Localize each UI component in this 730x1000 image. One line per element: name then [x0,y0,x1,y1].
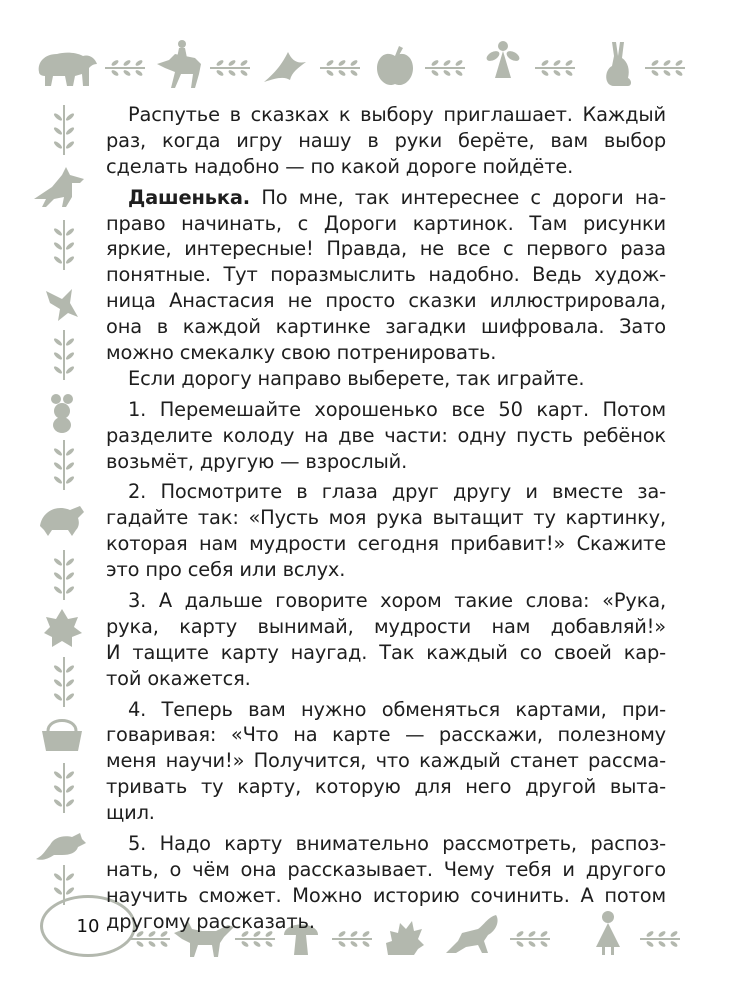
sprig-icon [53,763,75,813]
fairy-icon [485,41,521,78]
text-line-content: Распутье в сказках к выбору приглашает. Каждый [128,103,666,126]
left-ornament-border [28,95,98,910]
text-line [106,666,666,692]
basket-icon [42,721,82,752]
horse-rider-icon [157,40,201,88]
sprig-icon [320,59,360,77]
text-line [106,423,666,449]
text-line [106,340,666,366]
text-line [106,366,666,392]
text-line-content: говаривая: «Что на карте — расскажи, полезному [106,723,666,747]
sprig-icon [53,105,75,155]
sprig-icon [53,440,75,490]
text-line-content: она в каждой картинке загадки шифровала. Зато [106,315,666,339]
body-text [106,102,666,935]
text-line [106,857,666,883]
text-line [106,236,666,262]
text-line-content: 5. Надо карту внимательно рассмотреть, распоз- [128,832,666,856]
text-line-content: научить сможет. Можно историю сочинить. А потом [106,883,666,907]
bird-icon [46,289,78,321]
sprig-icon [535,59,575,77]
text-line-content: щил. [106,801,155,825]
swallow-icon [264,52,306,82]
text-line [106,531,666,557]
text-line-content: которая нам мудрости сегодня прибавит!» Скажите [106,532,666,556]
text-line [106,831,666,857]
text-line-content: гадайте так: «Пусть моя рука вытащит ту картинку, [106,506,666,530]
sprig-icon [105,59,145,77]
text-line-content: меня научи!» Получится, что каждый станет рассма- [106,749,666,773]
text-line [106,102,666,128]
text-line-content: 1. Перемешайте хорошенько все 50 карт. Потом [128,397,666,421]
text-line [106,479,666,505]
text-line [106,185,666,211]
speaker-name: Дашенька. [128,185,251,209]
rat-icon [36,833,86,860]
bear-icon [39,53,97,86]
text-line-content: сделать надобно — по какой дороге пойдёте. [106,154,574,178]
text-line [106,588,666,614]
text-line-content: возьмёт, другую — взрослый. [106,449,408,473]
text-line [106,557,666,583]
wolf-icon [34,167,84,207]
sprig-icon [53,330,75,380]
page-number: 10 [76,915,100,937]
text-line [106,748,666,774]
text-line [106,288,666,314]
text-line [106,883,666,909]
sprig-icon [210,59,250,77]
text-line-content: рука, карту вынимай, мудрости нам добавляй!» [106,614,666,638]
text-line-content: По мне, так интереснее с дороги на- [250,185,666,209]
text-line-content: 4. Теперь вам нужно обменяться картами, при- [128,697,666,721]
text-line [106,505,666,531]
text-line [106,128,666,154]
text-line-content: тривать ту карту, которую для него другой выта- [106,775,666,799]
sprig-icon [53,657,75,707]
text-line-content: другому рассказать. [106,909,315,933]
text-line-content: 2. Посмотрите в глаза друг другу и вместе за- [128,480,666,504]
text-line [106,262,666,288]
text-line-content: яркие, интересные! Правда, не все с первого раза [106,237,666,261]
text-line-content: И тащите карту наугад. Так каждый со своей кар- [106,640,666,664]
text-line-content: понятные. Тут поразмыслить надобно. Ведь худож- [106,263,666,287]
sprig-icon [425,59,465,77]
text-line-content: Если дорогу направо выберете, так играйте. [128,366,585,390]
turtle-icon [40,506,84,536]
text-line [106,800,666,826]
text-line-content: разделите колоду на две части: одну пусть ребёнок [106,423,666,447]
text-line [106,154,666,180]
apple-icon [377,46,413,85]
text-line-content: 3. А дальше говорите хором такие слова: «Рука, [128,589,666,613]
leaf-icon [44,609,82,647]
text-line [106,314,666,340]
text-line-content: это про себя или вслух. [106,558,346,582]
text-line-content: той окажется. [106,666,251,690]
text-line [106,722,666,748]
text-line [106,640,666,666]
sprig-icon [645,59,685,77]
text-line-content: право начинать, с Дороги картинок. Там рисунки [106,211,666,235]
text-line [106,397,666,423]
text-line [106,774,666,800]
text-line [106,211,666,237]
text-line [106,614,666,640]
sprig-icon [53,220,75,270]
text-line [106,697,666,723]
sprig-icon [53,550,75,600]
hare-icon [606,42,631,86]
text-line-content: раз, когда игру нашу в руки берёте, вам выбор [106,128,666,152]
text-line [106,909,666,935]
text-line-content: ница Анастасия не просто сказки иллюстрировала, [106,289,666,313]
text-line-content: нать, о чём она рассказывает. Чему тебя и другого [106,857,666,881]
text-line-content: можно смекалку свою потренировать. [106,341,497,365]
mouse-icon [51,394,73,433]
text-line [106,449,666,475]
top-ornament-border [30,30,710,100]
